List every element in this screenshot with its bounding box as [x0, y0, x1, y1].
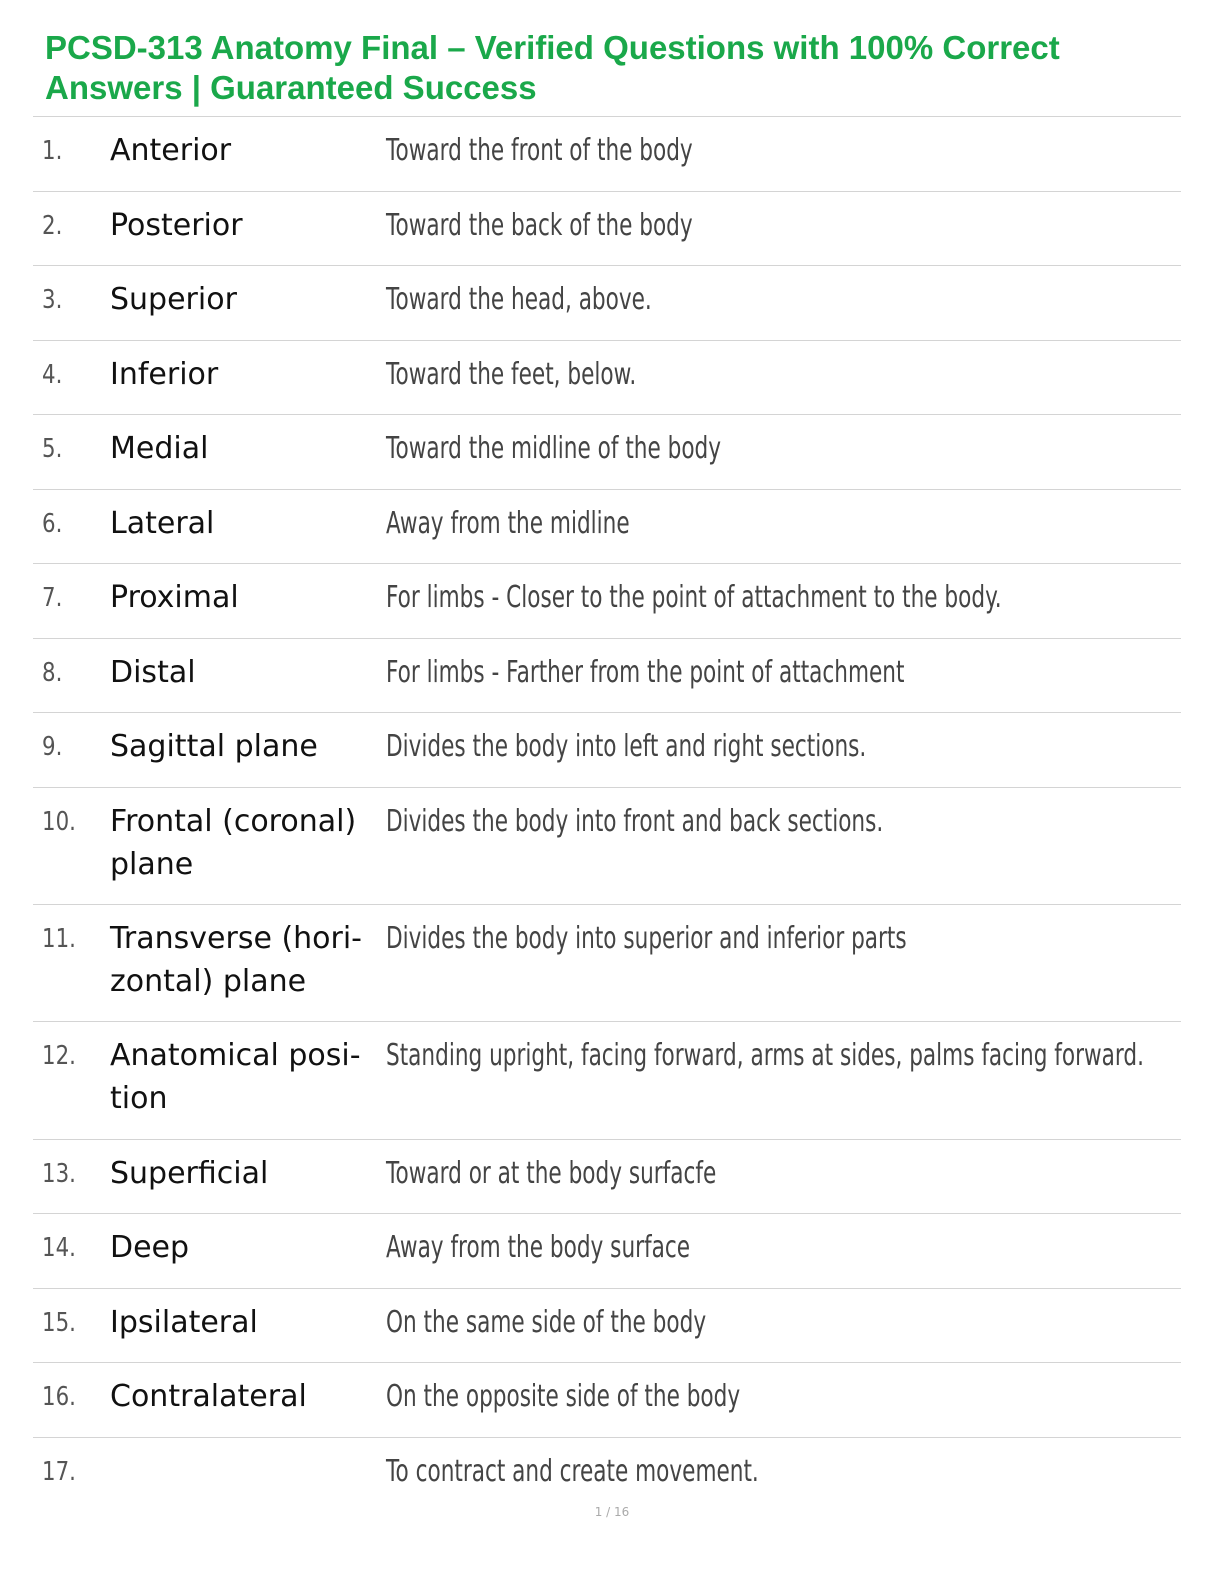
card-number: 15.	[42, 1308, 76, 1338]
flashcard-row	[33, 192, 1181, 266]
flashcard-row	[33, 266, 1181, 341]
page-indicator: 1 / 16	[594, 1505, 630, 1519]
card-term: Proximal	[110, 580, 239, 615]
flashcard-row	[33, 1289, 1181, 1363]
flashcard-row	[33, 1022, 1181, 1140]
flashcard-row	[33, 341, 1181, 415]
card-definition: Divides the body into superior and inferior parts	[386, 921, 907, 956]
card-term: Superficial	[110, 1156, 269, 1191]
card-term: Inferior	[110, 357, 219, 392]
card-definition: Toward the back of the body	[386, 208, 693, 243]
card-term: Ipsilateral	[110, 1305, 258, 1340]
flashcard-row	[33, 564, 1181, 639]
card-definition: Toward the head, above.	[386, 282, 652, 317]
card-term: Superior	[110, 282, 237, 317]
flashcard-row	[33, 1438, 1181, 1500]
card-number: 13.	[42, 1159, 76, 1189]
card-term: Anterior	[110, 133, 232, 168]
card-term: Sagittal plane	[110, 729, 318, 764]
document-title	[45, 28, 1185, 108]
card-number: 14.	[42, 1233, 76, 1263]
card-definition: Away from the midline	[386, 506, 630, 541]
flashcard-list	[33, 116, 1181, 1500]
card-term: Medial	[110, 431, 209, 466]
card-number: 4.	[42, 360, 63, 390]
card-definition: Toward or at the body surfacfe	[386, 1156, 717, 1191]
card-definition: On the opposite side of the body	[386, 1379, 741, 1414]
card-number: 7.	[42, 583, 63, 613]
card-number: 5.	[42, 434, 63, 464]
card-definition: Toward the feet, below.	[386, 357, 637, 392]
card-definition: On the same side of the body	[386, 1305, 707, 1340]
document-title-line-1: PCSD-313 Anatomy Final – Verified Questions with 100% Correct	[45, 29, 1060, 66]
card-definition: Away from the body surface	[386, 1230, 691, 1265]
card-number: 3.	[42, 285, 63, 315]
flashcard-row	[33, 1363, 1181, 1438]
card-term: Contralateral	[110, 1379, 307, 1414]
flashcard-row	[33, 713, 1181, 788]
card-number: 8.	[42, 658, 63, 688]
card-number: 16.	[42, 1382, 76, 1412]
flashcard-row	[33, 788, 1181, 905]
flashcard-row	[33, 490, 1181, 564]
card-definition: Divides the body into front and back sections.	[386, 804, 884, 839]
flashcard-row	[33, 639, 1181, 713]
card-term: Anatomical posi-tion	[110, 1038, 361, 1116]
card-definition: Divides the body into left and right sections.	[386, 729, 867, 764]
card-number: 10.	[42, 807, 76, 837]
card-number: 11.	[42, 924, 76, 954]
card-number: 17.	[42, 1457, 76, 1487]
flashcard-row	[33, 1140, 1181, 1214]
card-definition: Toward the midline of the body	[386, 431, 722, 466]
card-definition: To contract and create movement.	[386, 1454, 759, 1489]
card-term: Frontal (coronal) plane	[110, 804, 357, 882]
card-number: 9.	[42, 732, 63, 762]
card-definition: For limbs - Closer to the point of attachment to the body.	[386, 580, 1002, 615]
card-number: 6.	[42, 509, 63, 539]
card-number: 2.	[42, 211, 63, 241]
card-term: Transverse (hori-zontal) plane	[110, 921, 363, 999]
card-definition: Toward the front of the body	[386, 133, 693, 168]
flashcard-row	[33, 415, 1181, 490]
card-definition: Standing upright, facing forward, arms at sides, palms facing forward.	[386, 1038, 1144, 1073]
card-term: Lateral	[110, 506, 215, 541]
card-definition: For limbs - Farther from the point of attachment	[386, 655, 905, 690]
card-term: Deep	[110, 1230, 190, 1265]
flashcard-row	[33, 117, 1181, 192]
card-term: Posterior	[110, 208, 243, 243]
document-title-line-2: Answers | Guaranteed Success	[45, 69, 537, 106]
card-term: Distal	[110, 655, 196, 690]
card-number: 1.	[42, 136, 63, 166]
flashcard-row	[33, 905, 1181, 1022]
flashcard-row	[33, 1214, 1181, 1289]
card-number: 12.	[42, 1041, 76, 1071]
